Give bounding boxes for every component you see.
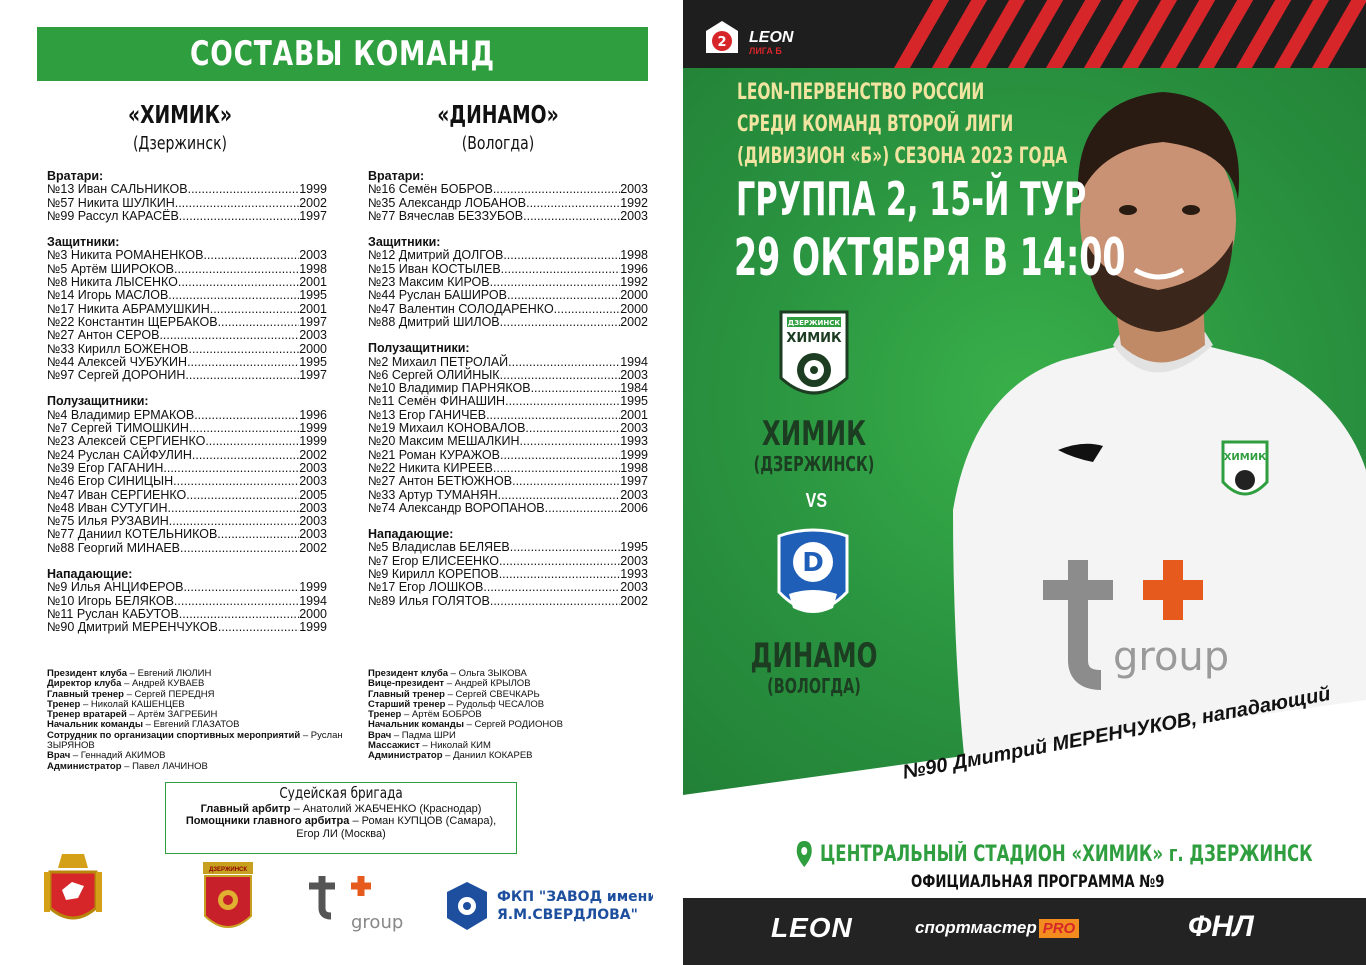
- player-birth-year: 2002: [620, 593, 648, 608]
- assistant-referees: Помощники главного арбитра – Роман КУПЦОВ (Самара),: [185, 815, 497, 827]
- player-name: №77 Вячеслав БЕЗЗУБОВ: [368, 208, 524, 223]
- player-name: №48 Иван СУТУГИН: [47, 500, 168, 515]
- player-name: №44 Алексей ЧУБУКИН: [47, 354, 188, 369]
- player-caption: №90 Дмитрий МЕРЕНЧУКОВ, нападающий: [900, 682, 1333, 784]
- player-row: [47, 197, 327, 210]
- home-team-city: (Дзержинск): [132, 133, 228, 154]
- player-birth-year: 1992: [620, 195, 648, 210]
- away-team-name-right: ДИНАМО: [750, 636, 878, 676]
- staff-row: Тренер – Николай КАШЕНЦЕВ: [47, 698, 185, 710]
- player-birth-year: 1995: [299, 354, 327, 369]
- player-name: №35 Александр ЛОБАНОВ: [368, 195, 527, 210]
- player-name: №77 Даниил КОТЕЛЬНИКОВ: [47, 527, 218, 542]
- player-birth-year: 1997: [299, 208, 327, 223]
- player-name: №15 Иван КОСТЫЛЕВ: [368, 261, 501, 276]
- player-row: [368, 210, 648, 223]
- league-brand: LEON: [749, 29, 794, 46]
- player-birth-year: 1998: [299, 261, 327, 276]
- player-row: [47, 462, 327, 475]
- player-birth-year: 1996: [620, 261, 648, 276]
- player-row: [368, 541, 648, 554]
- player-birth-year: 1998: [620, 248, 648, 263]
- player-row: [368, 263, 648, 276]
- player-name: №19 Михаил КОНОВАЛОВ: [368, 421, 526, 436]
- svg-text:ХИМИК: ХИМИК: [1223, 452, 1267, 463]
- player-name: №88 Георгий МИНАЕВ: [47, 540, 181, 555]
- player-birth-year: 2003: [299, 514, 327, 529]
- player-row: [47, 489, 327, 502]
- player-row: [368, 356, 648, 369]
- staff-row: Главный тренер – Сергей ПЕРЕДНЯ: [47, 688, 215, 700]
- player-name: №13 Егор ГАНИЧЕВ: [368, 407, 487, 422]
- player-row: [47, 595, 327, 608]
- player-name: №21 Роман КУРАЖОВ: [368, 447, 500, 462]
- player-name: №11 Семён ФИНАШИН: [368, 394, 506, 409]
- away-team-title: [378, 100, 618, 154]
- dzerzhinsk-coat-of-arms: [203, 862, 253, 938]
- home-team-name: «ХИМИК»: [127, 100, 233, 129]
- player-row: [47, 249, 327, 262]
- player-name: №5 Артём ШИРОКОВ: [47, 261, 175, 276]
- position-group-title: Нападающие:: [368, 527, 454, 542]
- player-birth-year: 2003: [620, 553, 648, 568]
- staff-row: Тренер – Артём БОБРОВ: [368, 709, 482, 721]
- player-birth-year: 2006: [620, 500, 648, 515]
- main-referee: Главный арбитр – Анатолий ЖАБЧЕНКО (Краснодар): [200, 802, 482, 815]
- player-birth-year: 1999: [299, 182, 327, 197]
- player-birth-year: 2003: [620, 487, 648, 502]
- player-birth-year: 2003: [299, 328, 327, 343]
- player-birth-year: 2002: [299, 540, 327, 555]
- player-name: №4 Владимир ЕРМАКОВ: [47, 407, 195, 422]
- headline-line-1: LEON-ПЕРВЕНСТВО РОССИИ: [737, 80, 985, 105]
- player-birth-year: 2003: [620, 182, 648, 197]
- player-row: [47, 515, 327, 528]
- player-name: №7 Егор ЕЛИСЕЕНКО: [368, 553, 499, 568]
- player-row: [47, 316, 327, 329]
- player-name: №46 Егор СИНИЦЫН: [47, 474, 174, 489]
- position-group-title: Полузащитники:: [47, 394, 149, 409]
- home-roster: [47, 170, 327, 635]
- sportmaster-sponsor-logo: спортмастер PRO: [915, 918, 1079, 938]
- staff-row: Начальник команды – Сергей РОДИОНОВ: [368, 719, 563, 731]
- player-name: №23 Максим КИРОВ: [368, 275, 490, 290]
- player-name: №14 Игорь МАСЛОВ: [47, 288, 169, 303]
- player-name: №88 Дмитрий ШИЛОВ: [368, 314, 500, 329]
- player-row: [47, 303, 327, 316]
- player-name: №2 Михаил ПЕТРОЛАЙ: [368, 354, 509, 369]
- position-group-title: Защитники:: [368, 235, 441, 250]
- player-row: [368, 555, 648, 568]
- player-birth-year: 2001: [299, 301, 327, 316]
- staff-row: Массажист – Николай КИМ: [368, 740, 491, 752]
- player-birth-year: 1999: [299, 421, 327, 436]
- player-birth-year: 2003: [299, 500, 327, 515]
- round-title: ГРУППА 2, 15-Й ТУР: [736, 172, 1087, 226]
- player-name: №9 Кирилл КОРЕПОВ: [368, 567, 499, 582]
- away-team-name: «ДИНАМО»: [437, 100, 559, 129]
- player-birth-year: 2003: [620, 208, 648, 223]
- player-birth-year: 1994: [620, 354, 648, 369]
- player-birth-year: 1997: [620, 474, 648, 489]
- headline-line-3: (ДИВИЗИОН «Б») СЕЗОНА 2023 ГОДА: [737, 144, 1068, 169]
- stadium-line: [796, 840, 1313, 868]
- svg-text:Я.М.СВЕРДЛОВА": Я.М.СВЕРДЛОВА": [497, 907, 638, 923]
- player-name: №8 Никита ЛЫСЕНКО: [47, 275, 178, 290]
- player-birth-year: 2001: [299, 275, 327, 290]
- player-row: [368, 382, 648, 395]
- player-name: №10 Игорь БЕЛЯКОВ: [47, 593, 174, 608]
- staff-row: Врач – Падма ШРИ: [368, 729, 456, 741]
- player-birth-year: 2001: [620, 407, 648, 422]
- home-team-block: [714, 414, 914, 476]
- player-row: [47, 475, 327, 488]
- player-name: №90 Дмитрий МЕРЕНЧУКОВ: [47, 620, 218, 635]
- svg-text:D: D: [802, 548, 824, 578]
- player-row: [368, 502, 648, 515]
- player-row: [47, 621, 327, 634]
- player-row: [47, 183, 327, 196]
- player-birth-year: 2002: [620, 314, 648, 329]
- staff-row: Президент клуба – Евгений ЛЮЛИН: [47, 668, 212, 679]
- staff-row: Врач – Геннадий АКИМОВ: [47, 750, 166, 762]
- player-row: [47, 435, 327, 448]
- player-name: №75 Илья РУЗАВИН: [47, 514, 169, 529]
- player-row: [368, 422, 648, 435]
- staff-row: Директор клуба – Андрей КУВАЕВ: [47, 678, 205, 690]
- player-birth-year: 1999: [299, 580, 327, 595]
- player-row: [368, 316, 648, 329]
- sverdlov-factory-logo: [443, 880, 653, 934]
- player-row: [368, 568, 648, 581]
- stadium-name: ЦЕНТРАЛЬНЫЙ СТАДИОН «ХИМИК» г. ДЗЕРЖИНСК: [820, 841, 1313, 867]
- player-birth-year: 2003: [299, 527, 327, 542]
- player-row: [47, 608, 327, 621]
- away-team-city: (Вологда): [461, 133, 535, 154]
- referee-box: [165, 782, 517, 854]
- away-roster: [368, 170, 648, 608]
- player-row: [47, 356, 327, 369]
- nizhny-novgorod-coat-of-arms: [44, 850, 102, 930]
- player-name: №33 Артур ТУМАНЯН: [368, 487, 498, 502]
- player-name: №7 Сергей ТИМОШКИН: [47, 421, 189, 436]
- player-name: №12 Дмитрий ДОЛГОВ: [368, 248, 504, 263]
- player-name: №22 Никита КИРЕЕВ: [368, 460, 493, 475]
- player-birth-year: 2005: [299, 487, 327, 502]
- player-name: №17 Егор ЛОШКОВ: [368, 580, 484, 595]
- player-birth-year: 1996: [299, 407, 327, 422]
- staff-row: Администратор – Даниил КОКАРЕВ: [368, 750, 533, 762]
- player-birth-year: 1995: [620, 394, 648, 409]
- player-row: [47, 343, 327, 356]
- player-row: [368, 369, 648, 382]
- player-birth-year: 1993: [620, 434, 648, 449]
- position-group-title: Полузащитники:: [368, 341, 470, 356]
- away-staff-list: [368, 669, 668, 762]
- player-row: [47, 276, 327, 289]
- player-name: №16 Семён БОБРОВ: [368, 182, 493, 197]
- player-row: [368, 595, 648, 608]
- player-birth-year: 1997: [299, 368, 327, 383]
- player-birth-year: 1984: [620, 381, 648, 396]
- program-number: ОФИЦИАЛЬНАЯ ПРОГРАММА №9: [911, 872, 1165, 892]
- player-birth-year: 2002: [299, 447, 327, 462]
- away-team-block: [714, 636, 914, 698]
- player-row: [368, 395, 648, 408]
- player-birth-year: 1995: [620, 540, 648, 555]
- player-name: №39 Егор ГАГАНИН: [47, 460, 164, 475]
- staff-row: Вице-президент – Андрей КРЫЛОВ: [368, 678, 531, 690]
- player-name: №27 Антон БЕТЮЖНОВ: [368, 474, 513, 489]
- player-birth-year: 2000: [299, 341, 327, 356]
- player-row: [47, 289, 327, 302]
- player-birth-year: 2000: [299, 606, 327, 621]
- svg-text:ДЗЕРЖИНСК: ДЗЕРЖИНСК: [787, 319, 841, 327]
- player-birth-year: 2003: [299, 248, 327, 263]
- player-name: №97 Сергей ДОРОНИН: [47, 368, 186, 383]
- svg-text:ФКП "ЗАВОД имени: ФКП "ЗАВОД имени: [497, 889, 653, 905]
- player-row: [47, 422, 327, 435]
- home-team-name-right: ХИМИК: [761, 414, 867, 454]
- player-row: [368, 462, 648, 475]
- home-staff-list: [47, 669, 347, 772]
- player-row: [368, 249, 648, 262]
- player-birth-year: 2000: [620, 301, 648, 316]
- player-birth-year: 2002: [299, 195, 327, 210]
- staff-row: Главный тренер – Сергей СВЕЧКАРЬ: [368, 688, 540, 700]
- league-sub: ЛИГА Б: [749, 46, 782, 56]
- player-name: №24 Руслан САЙФУЛИН: [47, 447, 192, 462]
- player-birth-year: 1999: [299, 434, 327, 449]
- player-row: [368, 435, 648, 448]
- player-row: [47, 210, 327, 223]
- svg-text:2: 2: [717, 35, 727, 50]
- svg-text:group: group: [351, 912, 404, 932]
- player-name: №47 Валентин СОЛОДАРЕНКО: [368, 301, 554, 316]
- player-row: [47, 449, 327, 462]
- player-birth-year: 1994: [299, 593, 327, 608]
- player-name: №27 Антон СЕРОВ: [47, 328, 160, 343]
- player-row: [47, 263, 327, 276]
- lineups-header: [37, 27, 648, 81]
- player-name: №33 Кирилл БОЖЕНОВ: [47, 341, 189, 356]
- dinamo-crest-icon: [775, 528, 851, 628]
- player-name: №3 Никита РОМАНЕНКОВ: [47, 248, 204, 263]
- player-name: №20 Максим МЕШАЛКИН: [368, 434, 520, 449]
- svg-text:ХИМИК: ХИМИК: [786, 331, 842, 346]
- player-name: №10 Владимир ПАРНЯКОВ: [368, 381, 531, 396]
- player-row: [368, 449, 648, 462]
- location-pin-icon: [796, 840, 813, 868]
- home-team-title: [60, 100, 300, 154]
- player-name: №44 Руслан БАШИРОВ: [368, 288, 507, 303]
- position-group-title: Нападающие:: [47, 567, 133, 582]
- player-name: №57 Никита ШУЛКИН: [47, 195, 175, 210]
- lineups-title: СОСТАВЫ КОМАНД: [190, 34, 495, 74]
- player-row: [47, 369, 327, 382]
- player-row: [368, 475, 648, 488]
- player-birth-year: 1993: [620, 567, 648, 582]
- player-name: №5 Владислав БЕЛЯЕВ: [368, 540, 510, 555]
- versus-label: VS: [805, 490, 828, 512]
- player-birth-year: 2000: [620, 288, 648, 303]
- player-birth-year: 2003: [299, 460, 327, 475]
- player-name: №74 Александр ВОРОПАНОВ: [368, 500, 545, 515]
- staff-row: Старший тренер – Рудольф ЧЕСАЛОВ: [368, 698, 545, 710]
- player-row: [47, 502, 327, 515]
- player-name: №99 Рассул КАРАСЁВ: [47, 208, 179, 223]
- player-name: №17 Никита АБРАМУШКИН: [47, 301, 210, 316]
- tplus-group-logo: [305, 872, 405, 932]
- player-birth-year: 2003: [299, 474, 327, 489]
- player-row: [368, 197, 648, 210]
- position-group-title: Вратари:: [47, 169, 104, 183]
- player-row: [368, 289, 648, 302]
- staff-row: Сотрудник по организации спортивных мероприятий – Руслан ЗЫРЯНОВ: [47, 729, 343, 752]
- player-birth-year: 2003: [620, 421, 648, 436]
- player-row: [47, 542, 327, 555]
- top-band: [683, 0, 1366, 68]
- player-name: №11 Руслан КАБУТОВ: [47, 606, 179, 621]
- staff-row: Начальник команды – Евгений ГЛАЗАТОВ: [47, 719, 240, 731]
- player-row: [368, 409, 648, 422]
- home-team-city-right: (ДЗЕРЖИНСК): [753, 452, 875, 476]
- player-name: №23 Алексей СЕРГИЕНКО: [47, 434, 206, 449]
- player-row: [47, 329, 327, 342]
- league-b-badge-icon: [705, 20, 739, 54]
- player-row: [47, 581, 327, 594]
- player-birth-year: 1999: [620, 447, 648, 462]
- fnl-sponsor-logo: ФНЛ: [1188, 910, 1254, 943]
- referee-title: Судейская бригада: [279, 784, 403, 802]
- player-row: [368, 276, 648, 289]
- player-name: №89 Илья ГОЛЯТОВ: [368, 593, 490, 608]
- right-page: [683, 0, 1366, 965]
- player-row: [368, 183, 648, 196]
- player-birth-year: 2003: [620, 580, 648, 595]
- position-group-title: Вратари:: [368, 169, 425, 183]
- player-name: №6 Сергей ОЛИЙНЫК: [368, 367, 500, 382]
- player-birth-year: 1998: [620, 460, 648, 475]
- player-row: [47, 528, 327, 541]
- staff-row: Президент клуба – Ольга ЗЫКОВА: [368, 668, 527, 679]
- leon-sponsor-logo: LEON: [771, 912, 853, 943]
- khimik-crest-icon: [779, 308, 849, 408]
- player-name: №13 Иван САЛЬНИКОВ: [47, 182, 188, 197]
- player-row: [368, 303, 648, 316]
- player-name: №9 Илья АНЦИФЕРОВ: [47, 580, 184, 595]
- staff-row: Тренер вратарей – Артём ЗАГРЕБИН: [47, 709, 218, 721]
- player-row: [47, 409, 327, 422]
- match-datetime: 29 ОКТЯБРЯ В 14:00: [734, 228, 1126, 288]
- position-group-title: Защитники:: [47, 235, 120, 250]
- player-birth-year: 1997: [299, 314, 327, 329]
- player-birth-year: 1995: [299, 288, 327, 303]
- player-birth-year: 1999: [299, 620, 327, 635]
- player-birth-year: 2003: [620, 367, 648, 382]
- headline-line-2: СРЕДИ КОМАНД ВТОРОЙ ЛИГИ: [737, 112, 1014, 137]
- staff-row: Администратор – Павел ЛАЧИНОВ: [47, 760, 208, 772]
- player-birth-year: 1992: [620, 275, 648, 290]
- away-team-city-right: (ВОЛОГДА): [767, 674, 861, 698]
- player-row: [368, 581, 648, 594]
- player-name: №22 Константин ЩЕРБАКОВ: [47, 314, 218, 329]
- svg-text:group: group: [1113, 634, 1230, 680]
- assistant-referees-2: Егор ЛИ (Москва): [296, 827, 386, 840]
- sponsor-bar: [683, 898, 1366, 965]
- player-row: [368, 489, 648, 502]
- player-name: №47 Иван СЕРГИЕНКО: [47, 487, 187, 502]
- svg-text:ДЗЕРЖИНСК: ДЗЕРЖИНСК: [208, 867, 248, 873]
